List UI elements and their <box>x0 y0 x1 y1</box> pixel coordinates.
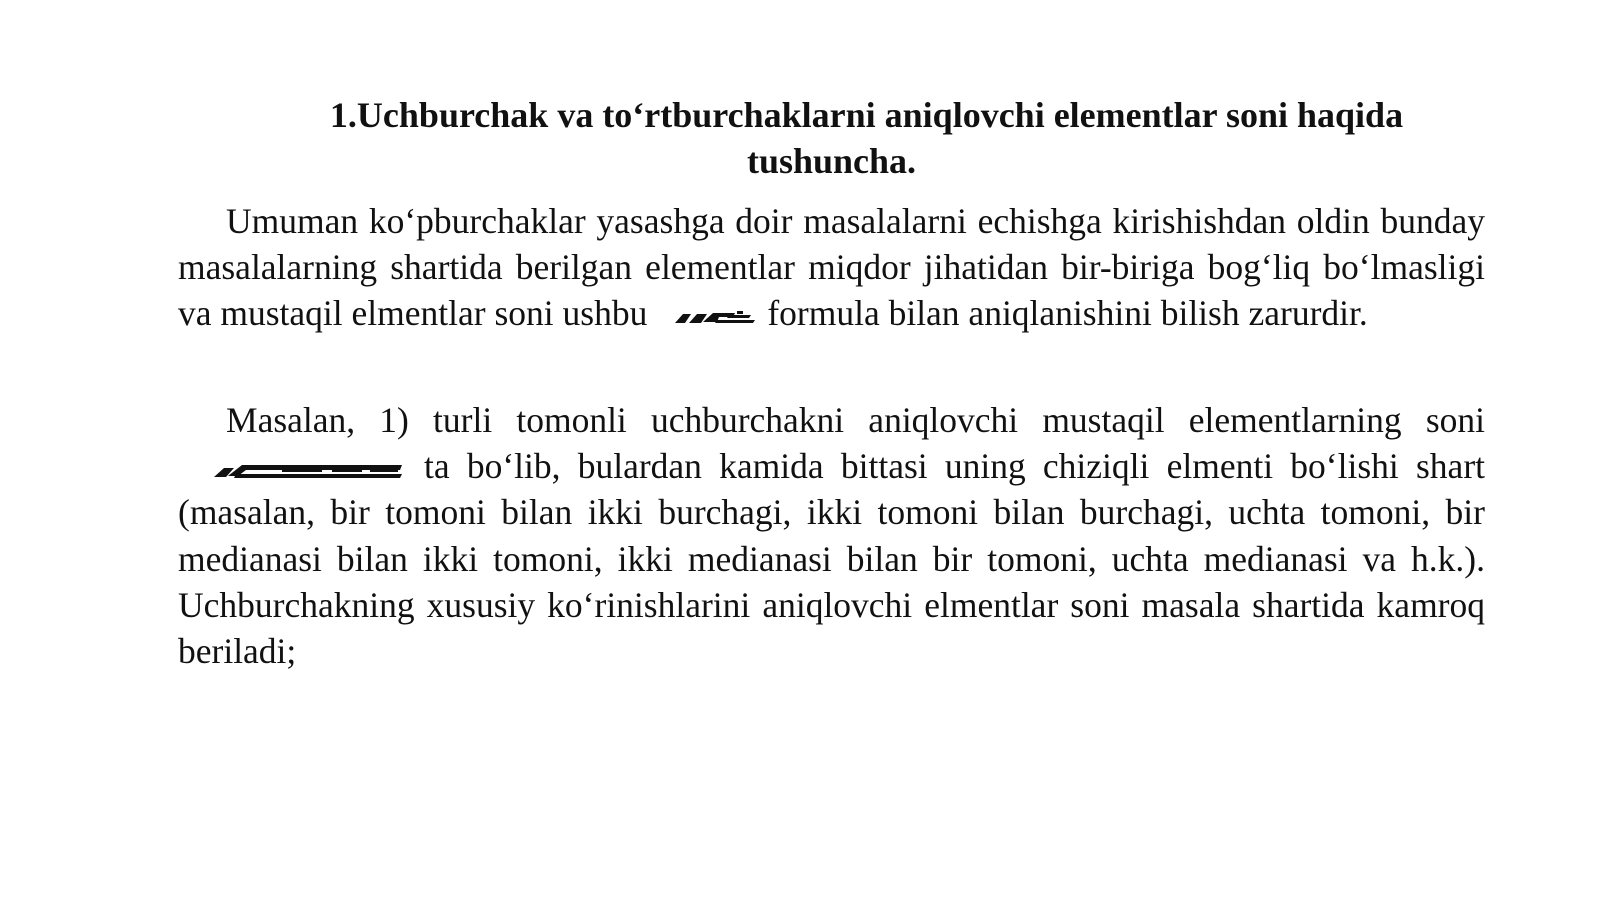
paragraph-1-text-before: Umuman ko‘pburchaklar yasashga doir masalalarni echishga kirishishdan oldin bunday masalalarning shartida berilgan elementlar miqdor jihatidan bir-biriga bog‘liq bo‘lmasligi va mustaqil elmentlar soni ushbu <box>178 201 1485 334</box>
paragraph-2 <box>178 397 1485 674</box>
formula-image-1 <box>673 308 757 326</box>
paragraph-1-text-after: formula bilan aniqlanishini bilish zarurdir. <box>767 293 1368 334</box>
title-line-1: 1.Uchburchak va to‘rtburchaklarni aniqlovchi elementlar soni haqida <box>329 95 1404 135</box>
paragraph-2-text-after: ta bo‘lib, bulardan kamida bittasi uning chiziqli elmenti bo‘lishi shart (masalan, bir tomoni bilan ikki burchagi, ikki tomoni bilan burchagi, uchta tomoni, bir medianasi bilan ikki tomoni, ikki medianasi bilan bir tomoni, uchta medianasi va h.k.). Uchburchakning xususiy ko‘rinishlarini aniqlovchi elmentlar soni masala shartida kamroq beriladi; <box>178 446 1485 672</box>
formula-image-2 <box>212 461 404 479</box>
paragraph-1 <box>178 198 1485 337</box>
title-line-2: tushuncha. <box>746 141 917 181</box>
slide-title <box>178 92 1485 184</box>
paragraph-2-text-before: Masalan, 1) turli tomonli uchburchakni aniqlovchi mustaqil elementlarning soni <box>226 400 1485 440</box>
